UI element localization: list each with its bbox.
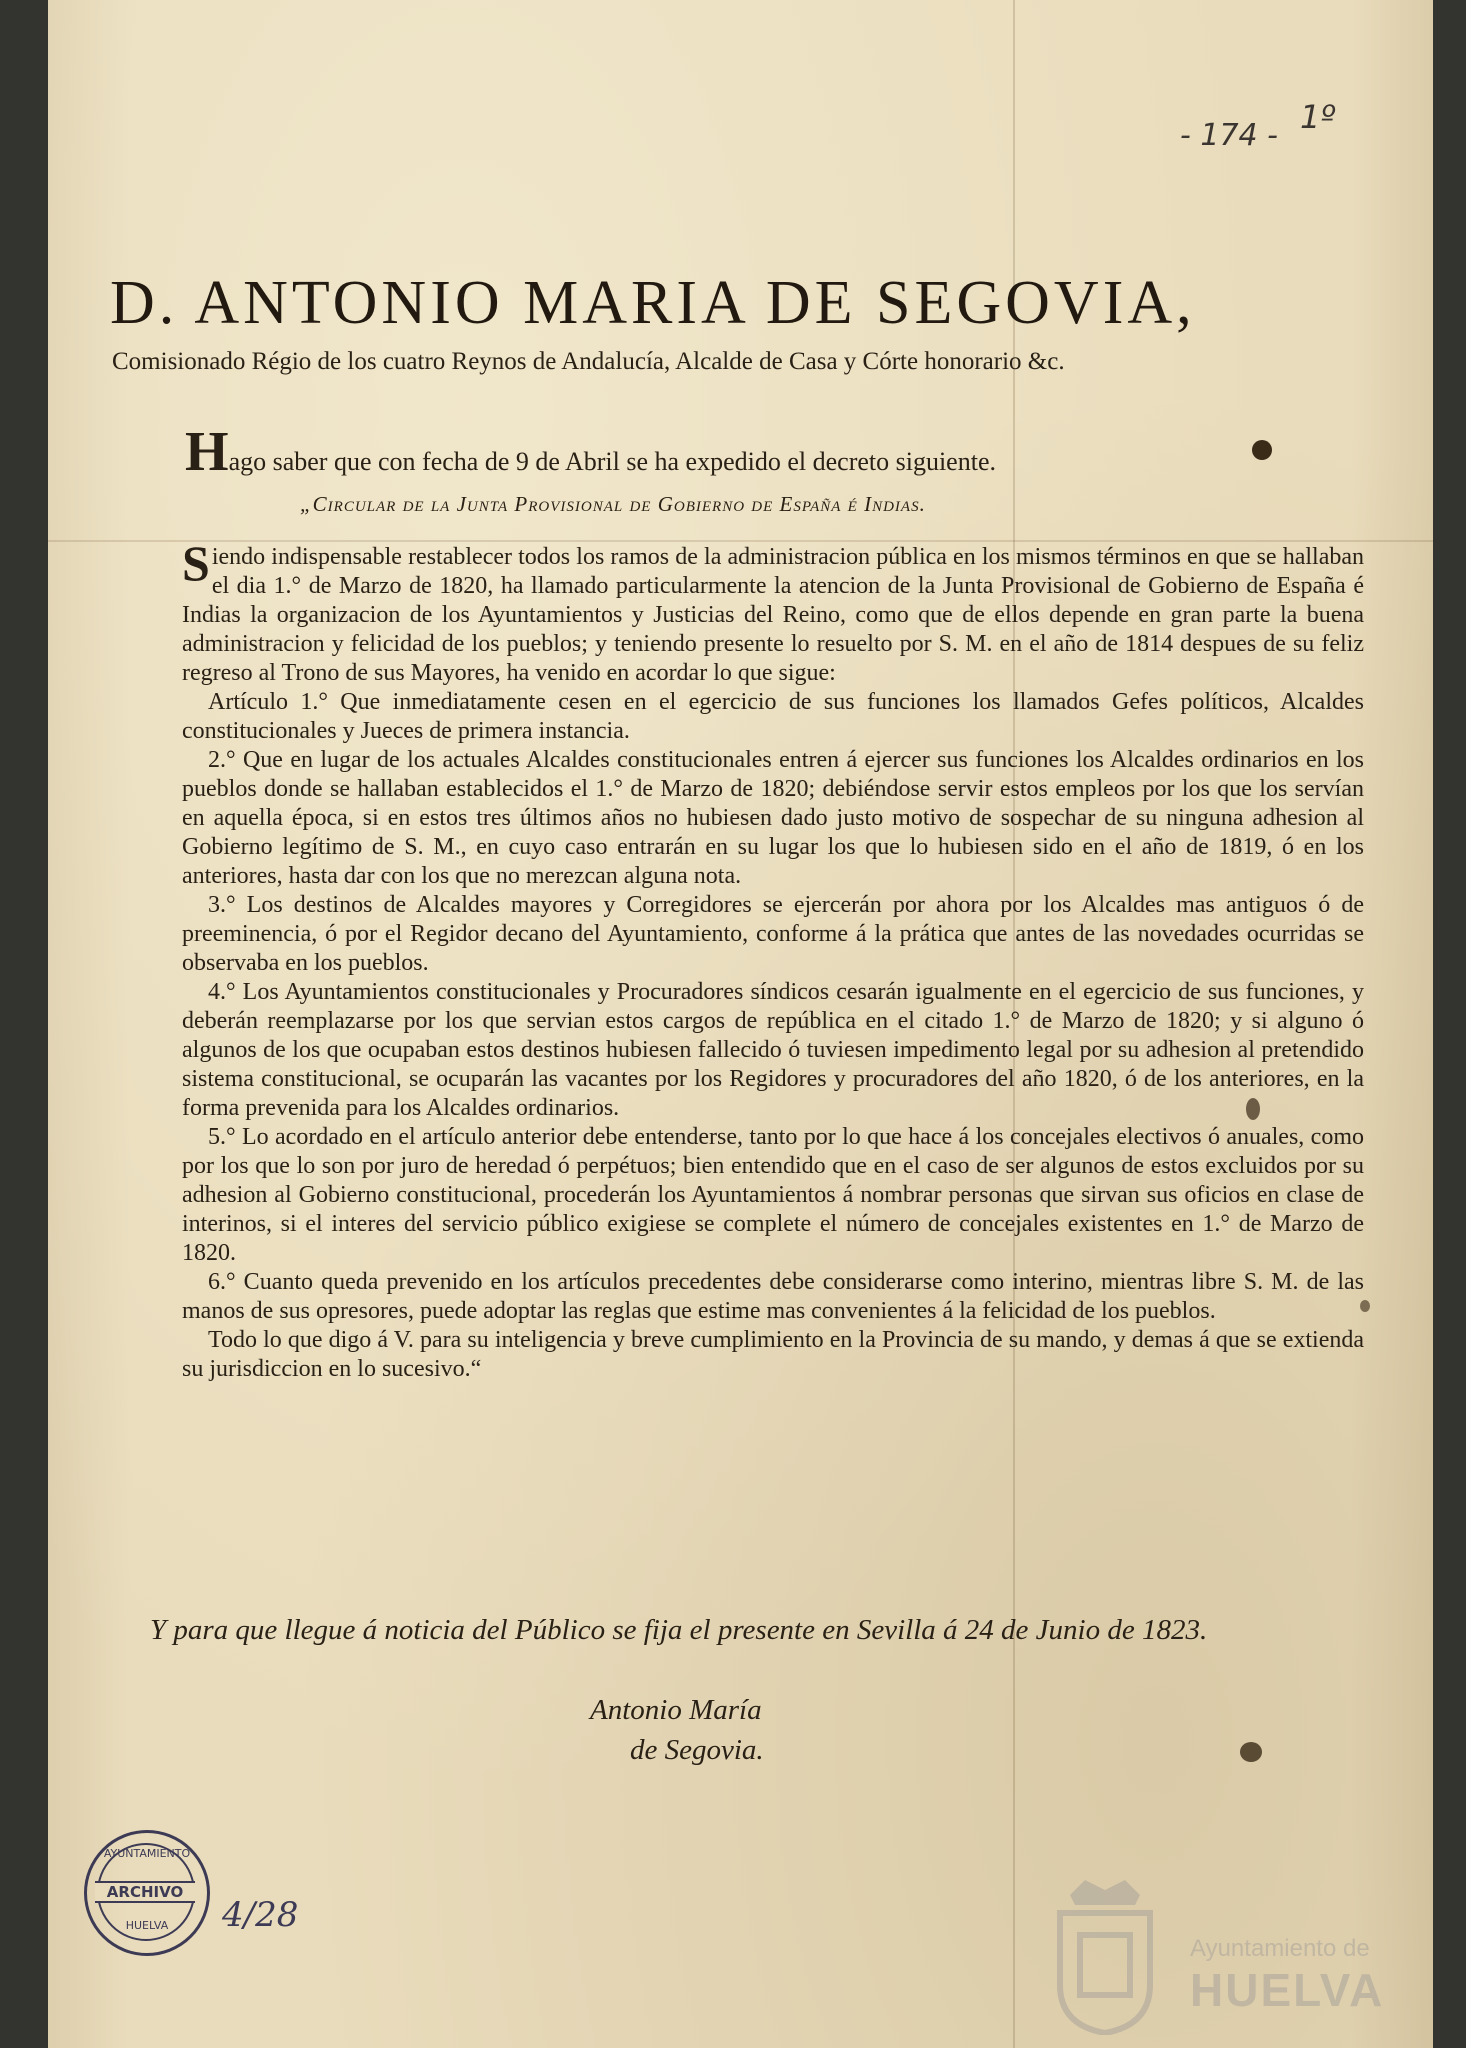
- signature: [590, 1690, 890, 1770]
- article-6: 6.° Cuanto queda prevenido en los artículos precedentes debe considerarse como interino, mientras libre S. M. de las manos de sus opresores, puede adoptar las reglas que estime mas convenientes á la felicidad de los pueblos.: [182, 1269, 1364, 1324]
- archive-stamp: [84, 1830, 210, 1956]
- intro-line: [185, 420, 1315, 484]
- article-4: 4.° Los Ayuntamientos constitucionales y Procuradores síndicos cesarán igualmente en el egercicio de sus funciones, y deberán reemplazarse por los que servian estos cargos de república en el citado 1.° de Marzo de 1820; y si alguno ó algunos de los que ocupaban estos destinos hubiesen fallecido ó tuviesen impedimento legal por su adhesion al pretendido sistema constitucional, se ocuparán las vacantes por los Regidores y procuradores del año 1820, ó de los anteriores, en la forma prevenida para los Alcaldes ordinarios.: [182, 979, 1364, 1121]
- stamp-top-text: AYUNTAMIENTO: [103, 1847, 191, 1860]
- article-2: 2.° Que en lugar de los actuales Alcaldes constitucionales entren á ejercer sus funciones los Alcaldes ordinarios en los pueblos donde se hallaban establecidos el 1.° de Marzo de 1820; debiéndose servir estos empleos por los que los servían en aquella época, si en estos tres últimos años no hubiesen dado justo motivo de sospechar de su ninguna adhesion al Gobierno legítimo de S. M., en cuyo caso entrarán en su lugar los que lo hubiesen sido en el año de 1819, ó en los anteriores, hasta dar con los que no merezcan alguna nota.: [182, 747, 1364, 889]
- ink-spot: [1252, 440, 1272, 460]
- decree-body: [182, 535, 1364, 1384]
- ink-spot: [1246, 1098, 1260, 1120]
- intro-initial: H: [185, 421, 229, 483]
- document-subtitle: Comisionado Régio de los cuatro Reynos de Andalucía, Alcalde de Casa y Córte honorario &c.: [112, 348, 1065, 375]
- stamp-bottom-text: HUELVA: [125, 1919, 169, 1932]
- circular-heading: „Circular de la Junta Provisional de Gobierno de España é Indias.: [300, 492, 926, 516]
- paper-fold-horizontal: [48, 540, 1433, 542]
- folio-mark: 1º: [1300, 98, 1336, 136]
- article-5: 5.° Lo acordado en el artículo anterior debe entenderse, tanto por lo que hace á los concejales electivos ó anuales, como por los que lo son por juro de heredad ó perpétuos; bien entendido que en el caso de ser algunos de estos excluidos por su adhesion al Gobierno constitucional, procederán los Ayuntamientos á nombrar personas que sirvan sus oficios en clase de interinos, si el interes del servicio público exigiese se complete el número de concejales existentes en 1.° de Marzo de 1820.: [182, 1124, 1364, 1266]
- signature-line-1: Antonio María: [590, 1694, 762, 1726]
- final-paragraph: Todo lo que digo á V. para su inteligencia y breve cumplimiento en la Provincia de su mando, y demas á que se extienda su jurisdiccion en lo sucesivo.“: [182, 1327, 1364, 1382]
- article-3: 3.° Los destinos de Alcaldes mayores y Corregidores se ejercerán por ahora por los Alcaldes mas antiguos ó de preeminencia, ó por el Regidor decano del Ayuntamiento, conforme á la prática que antes de las novedades ocurridas se observaba en los pueblos.: [182, 892, 1364, 976]
- signature-line-2: de Segovia.: [630, 1734, 764, 1766]
- ink-spot: [1360, 1300, 1370, 1312]
- shield-icon: [1050, 1875, 1160, 2035]
- folio-number: - 174 -: [1180, 118, 1278, 153]
- watermark-line-1: Ayuntamiento de: [1190, 1935, 1370, 1962]
- archive-reference: 4/28: [222, 1895, 299, 1935]
- intro-text: ago saber que con fecha de 9 de Abril se ha expedido el decreto siguiente.: [228, 447, 996, 476]
- article-1: Artículo 1.° Que inmediatamente cesen en el egercicio de sus funciones los llamados Gefes políticos, Alcaldes constitucionales y Jueces de primera instancia.: [182, 689, 1364, 744]
- opening-paragraph: Siendo indispensable restablecer todos los ramos de la administracion pública en los mismos términos en que se hallaban el dia 1.° de Marzo de 1820, ha llamado particularmente la atencion de la Junta Provisional de Gobierno de España é Indias la organizacion de los Ayuntamientos y Justicias del Reino, como que de ellos depende en gran parte la buena administracion y felicidad de los pueblos; y teniendo presente lo resuelto por S. M. en el año de 1814 despues de su feliz regreso al Trono de sus Mayores, ha venido en acordar lo que sigue:: [182, 535, 1364, 686]
- document-title: D. ANTONIO MARIA DE SEGOVIA,: [110, 269, 1196, 337]
- closing-statement: Y para que llegue á noticia del Público se fija el presente en Sevilla á 24 de Junio de 1823.: [150, 1614, 1208, 1646]
- watermark-line-2: HUELVA: [1190, 1964, 1385, 2016]
- stamp-middle-text: ARCHIVO: [95, 1881, 195, 1903]
- watermark: [1050, 1855, 1390, 2035]
- ink-spot: [1240, 1742, 1262, 1762]
